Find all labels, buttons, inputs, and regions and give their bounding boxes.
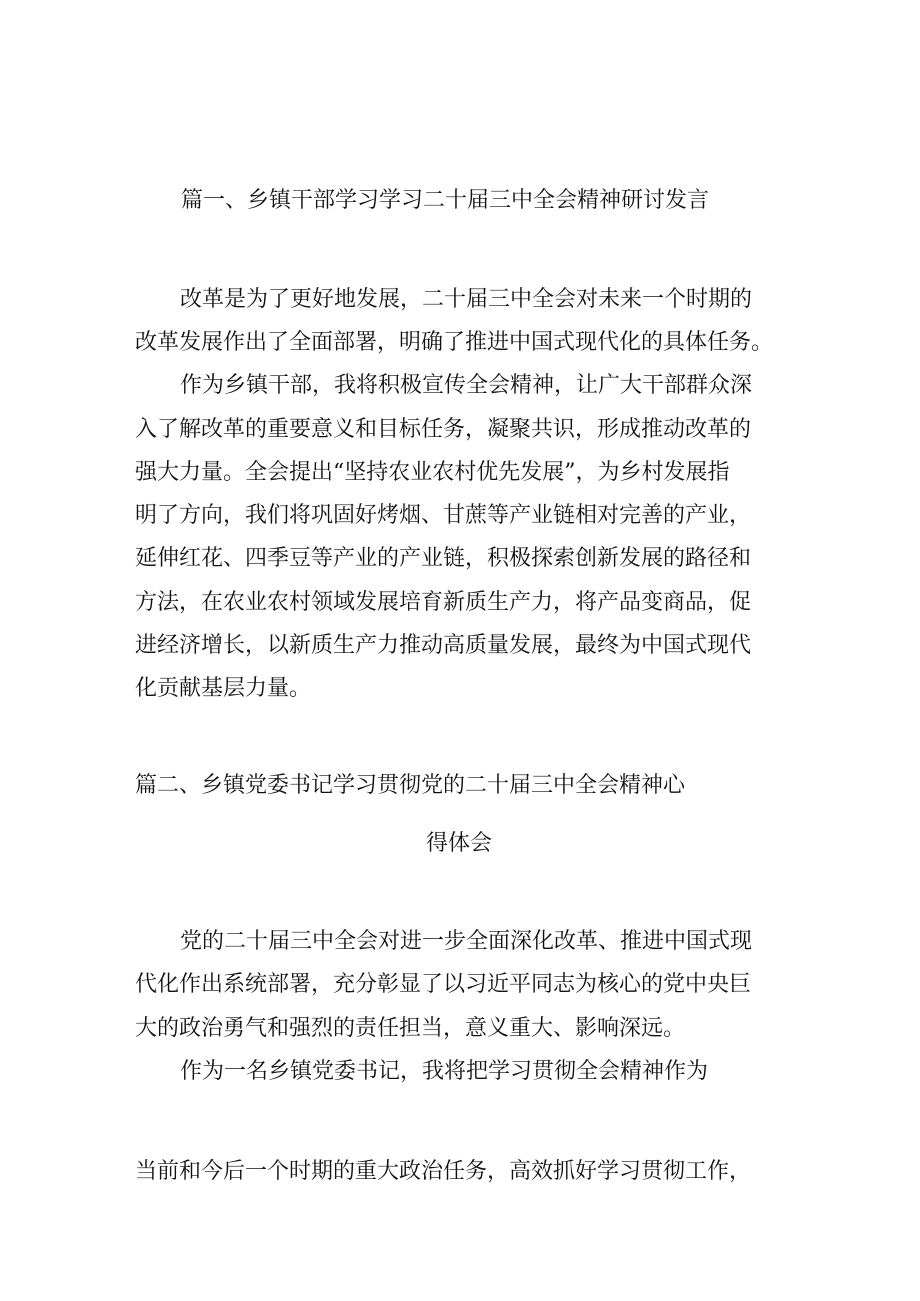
- section1-line: 入了解改革的重要意义和目标任务，凝聚共识，形成推动改革的: [135, 417, 752, 442]
- section2-line: 作为一名乡镇党委书记，我将把学习贯彻全会精神作为: [180, 1059, 709, 1084]
- section1-line: 作为乡镇干部，我将积极宣传全会精神，让广大干部群众深: [180, 373, 753, 398]
- section1-line: 延伸红花、四季豆等产业的产业链，积极探索创新发展的路径和: [135, 546, 752, 571]
- section1-line: 改革发展作出了全面部署，明确了推进中国式现代化的具体任务。: [135, 330, 774, 355]
- section1-line: 方法，在农业农村领域发展培育新质生产力，将产品变商品，促: [135, 590, 752, 615]
- section2-line: 党的二十届三中全会对进一步全面深化改革、推进中国式现: [180, 929, 753, 954]
- section2-title-line2: 得体会: [426, 831, 493, 856]
- section1-title: 篇一、乡镇干部学习学习二十届三中全会精神研讨发言: [181, 188, 710, 213]
- section1-line: 化贡献基层力量。: [135, 676, 312, 701]
- section2-line: 大的政治勇气和强烈的责任担当，意义重大、影响深远。: [135, 1016, 686, 1041]
- section2-title-line1: 篇二、乡镇党委书记学习贯彻党的二十届三中全会精神心: [135, 773, 686, 798]
- section2-line: 当前和今后一个时期的重大政治任务，高效抓好学习贯彻工作，: [135, 1159, 752, 1184]
- section2-line: 代化作出系统部署，充分彰显了以习近平同志为核心的党中央巨: [135, 972, 752, 997]
- section1-line: 强大力量。全会提出“坚持农业农村优先发展”，为乡村发展指: [135, 460, 730, 485]
- section1-line: 明了方向，我们将巩固好烤烟、甘蔗等产业链相对完善的产业，: [135, 503, 752, 528]
- section1-line: 进经济增长，以新质生产力推动高质量发展，最终为中国式现代: [135, 633, 752, 658]
- section1-line: 改革是为了更好地发展，二十届三中全会对未来一个时期的: [180, 287, 753, 312]
